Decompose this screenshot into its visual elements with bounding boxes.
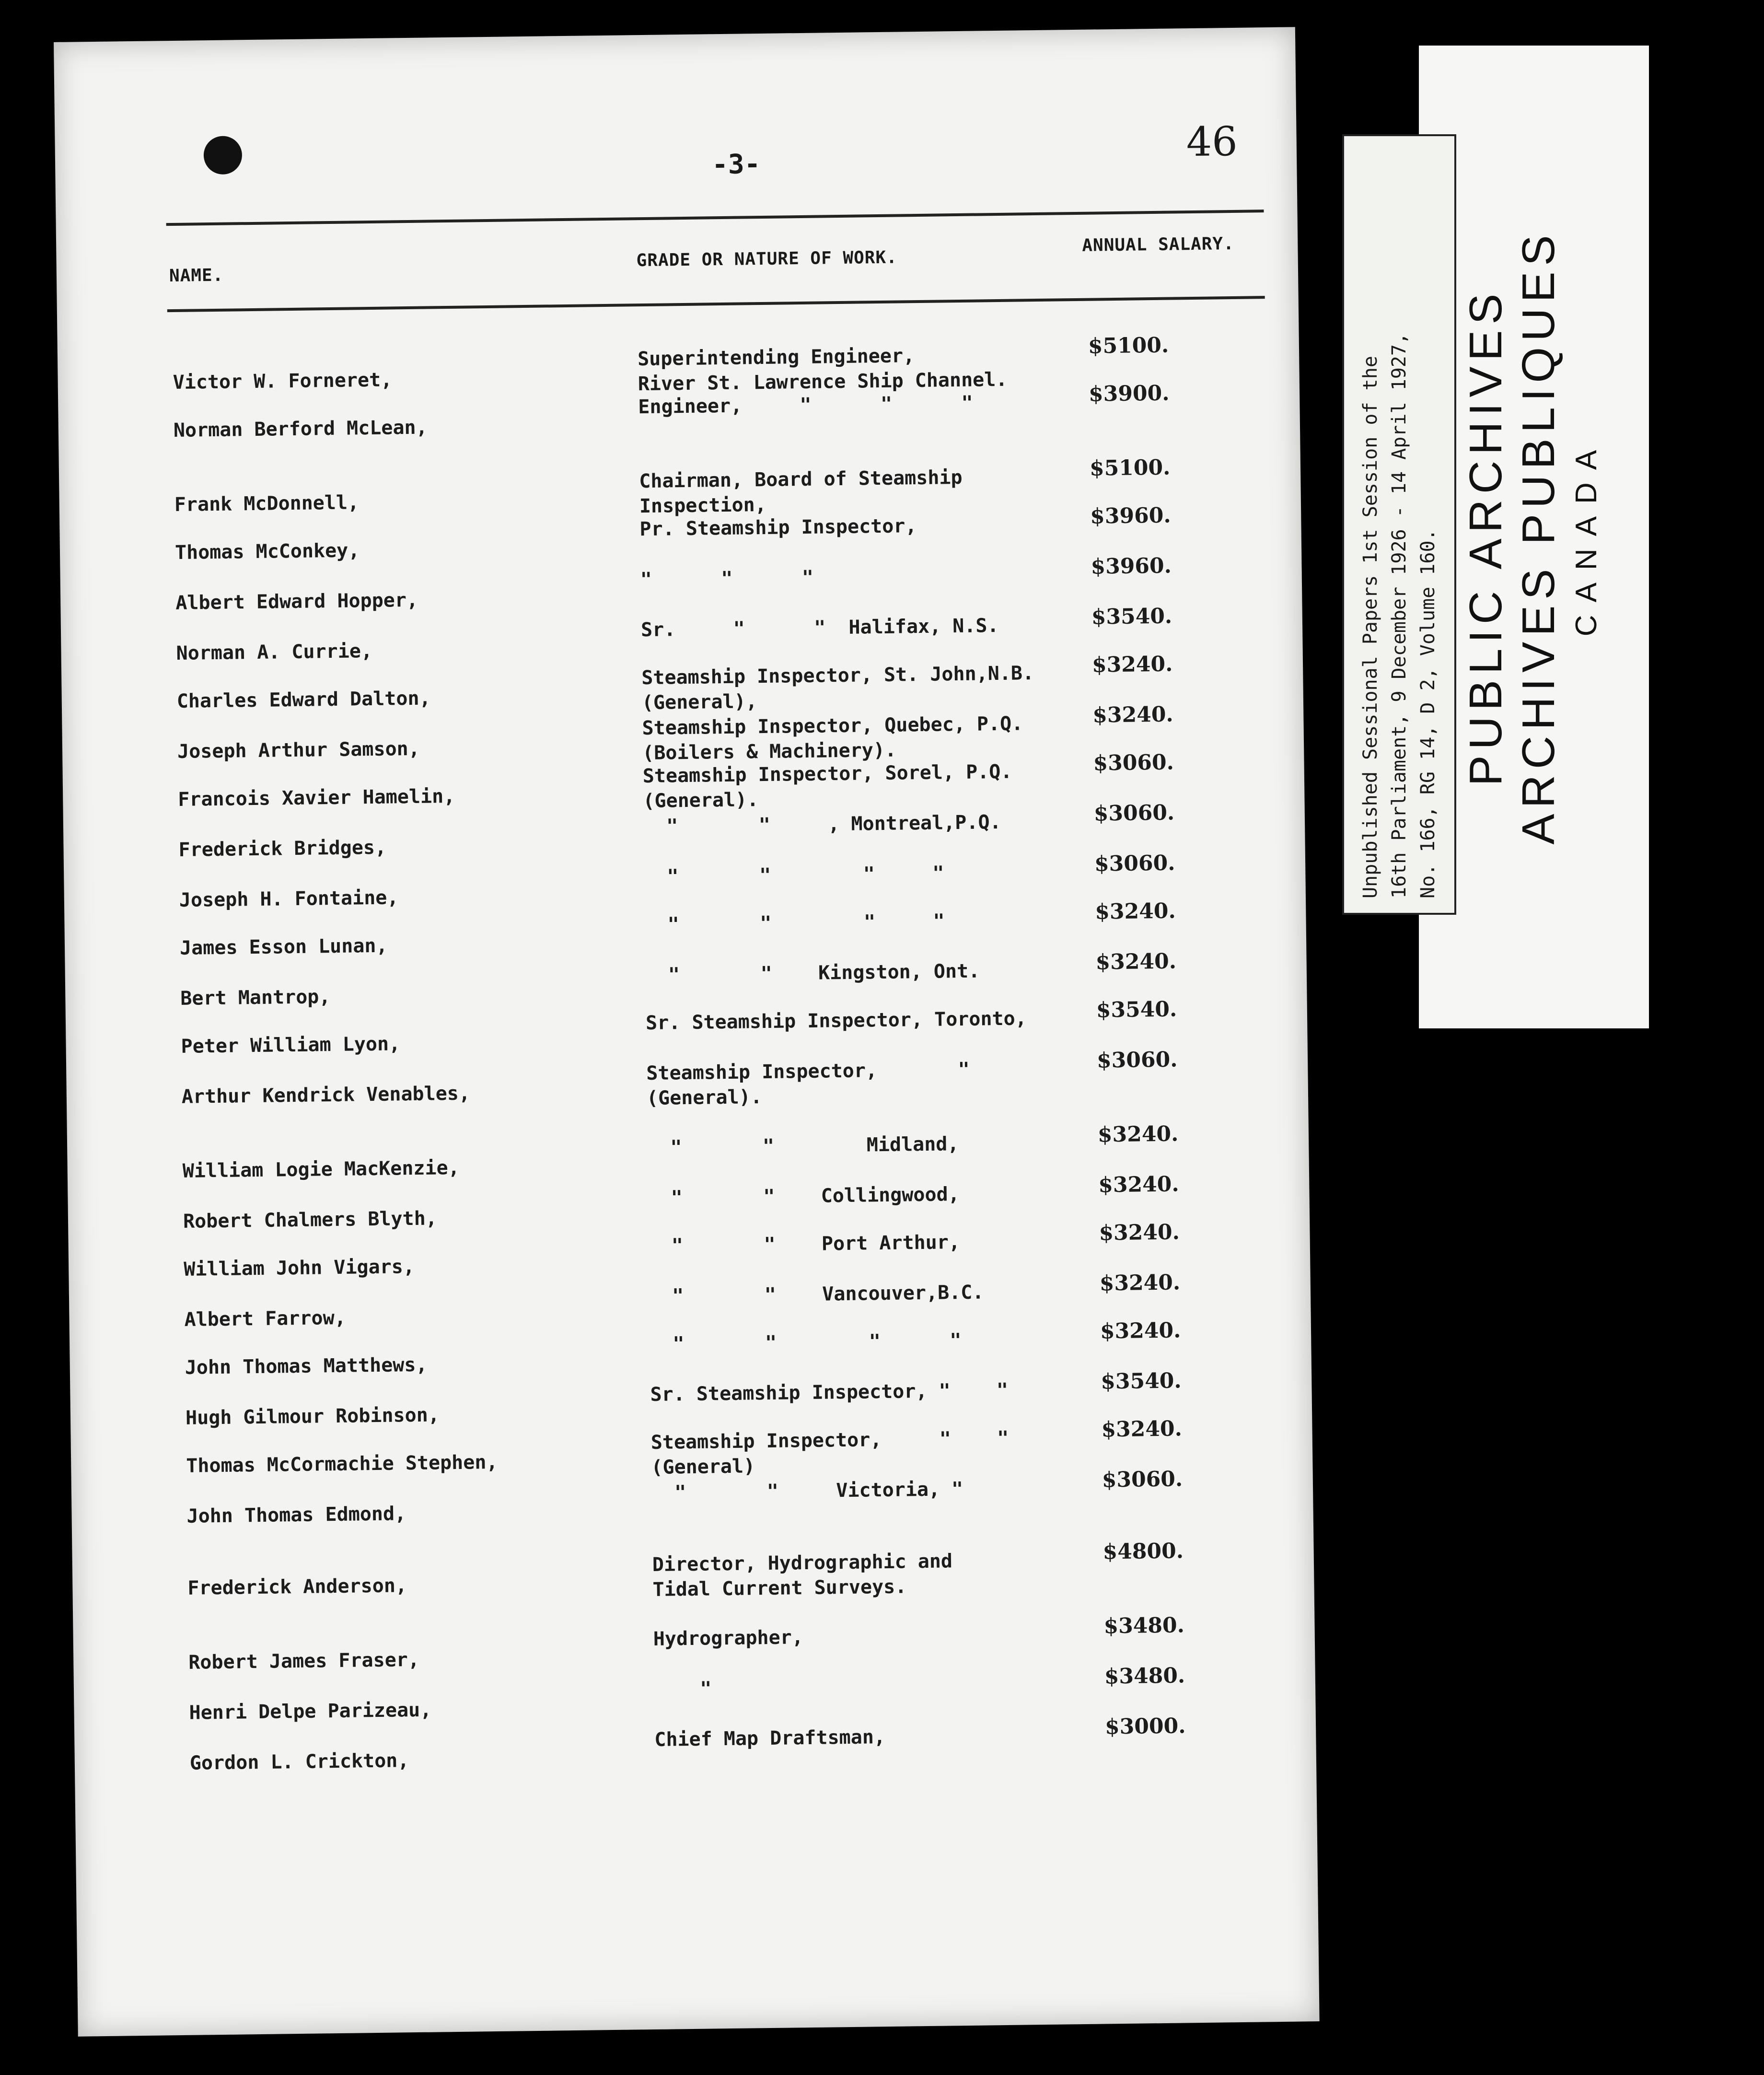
grade-line: Superintending Engineer, — [637, 345, 915, 371]
employee-name: James Esson Lunan, — [179, 934, 388, 959]
annual-salary: $3060. — [1094, 851, 1175, 876]
grade-line: (Boilers & Machinery). — [642, 739, 897, 765]
grade-line: " — [653, 1678, 712, 1701]
employee-name: Charles Edward Dalton, — [176, 687, 431, 712]
employee-name: Francois Xavier Hamelin, — [178, 785, 455, 811]
employee-name: Joseph H. Fontaine, — [179, 886, 399, 911]
grade-line: (General). — [643, 789, 759, 813]
employee-name: Norman Berford McLean, — [173, 416, 428, 442]
table-row — [73, 1613, 1315, 1674]
annual-salary: $3060. — [1102, 1467, 1183, 1492]
grade-line: (General) — [651, 1455, 755, 1479]
employee-name: John Thomas Matthews, — [185, 1353, 428, 1379]
table-row — [75, 1714, 1316, 1774]
employee-name: Gordon L. Crickton, — [189, 1749, 409, 1774]
employee-name: Albert Farrow, — [184, 1306, 346, 1331]
grade-line: " " , Montreal,P.Q. — [643, 811, 1001, 838]
annual-salary: $3540. — [1091, 604, 1172, 629]
grade-or-work — [646, 1005, 1078, 1036]
annual-salary: $3480. — [1103, 1613, 1185, 1639]
tag-line-3: No. 166, RG 14, D 2, Volume 160. — [1417, 529, 1439, 898]
annual-salary: $3240. — [1100, 1318, 1181, 1344]
grade-or-work — [641, 612, 1073, 642]
table-row — [74, 1663, 1315, 1724]
employee-name: William Logie MacKenzie, — [182, 1156, 460, 1182]
grade-line: " " Collingwood, — [648, 1183, 960, 1210]
grade-or-work — [654, 1722, 1086, 1752]
annual-salary: $3240. — [1101, 1416, 1183, 1442]
grade-or-work — [651, 1475, 1083, 1505]
employee-name: Arthur Kendrick Venables, — [181, 1082, 471, 1108]
stamp-line-3: CANADA — [1570, 437, 1603, 637]
annual-salary: $3240. — [1092, 702, 1174, 728]
annual-salary: $3540. — [1100, 1368, 1182, 1394]
grade-or-work — [638, 389, 1070, 420]
tag-line-1: Unpublished Sessional Papers 1st Session of the — [1359, 356, 1381, 898]
table-row — [72, 1539, 1314, 1601]
grade-line: Chairman, Board of Steamship — [639, 466, 963, 493]
grade-line: " " Vancouver,B.C. — [649, 1281, 984, 1308]
grade-or-work — [644, 907, 1076, 937]
table-row — [60, 553, 1302, 614]
annual-salary: $5100. — [1089, 455, 1171, 481]
employee-name: Frank McDonnell, — [174, 491, 360, 516]
employee-name: Joseph Arthur Samson, — [177, 737, 420, 763]
employee-name: Robert Chalmers Blyth, — [183, 1207, 438, 1233]
grade-or-work — [654, 1672, 1086, 1702]
grade-or-work — [650, 1377, 1082, 1407]
grade-or-work — [646, 1056, 1078, 1111]
annual-salary: $3000. — [1104, 1714, 1186, 1739]
annual-salary: $3540. — [1096, 997, 1177, 1023]
column-header-salary: ANNUAL SALARY. — [1082, 233, 1235, 256]
grade-line: (General). — [646, 1086, 763, 1110]
grade-line: " " Kingston, Ont. — [645, 960, 980, 987]
grade-or-work — [638, 341, 1069, 396]
annual-salary: $3240. — [1091, 652, 1173, 677]
table-row — [61, 604, 1302, 664]
annual-salary: $3240. — [1095, 898, 1176, 924]
grade-or-work — [640, 562, 1072, 592]
grade-or-work — [645, 957, 1077, 988]
employee-name: Frederick Anderson, — [187, 1574, 407, 1599]
grade-or-work — [642, 711, 1074, 766]
annual-salary: $3900. — [1088, 381, 1170, 407]
grade-or-work — [639, 464, 1071, 519]
grade-line: (General), — [641, 690, 758, 714]
grade-or-work — [643, 809, 1075, 839]
grade-line: " " Midland, — [647, 1133, 959, 1159]
archive-reference-tag — [1342, 134, 1456, 915]
employee-name: Peter William Lyon, — [181, 1033, 401, 1058]
employee-name: Frederick Bridges, — [178, 836, 387, 861]
employee-name: Victor W. Forneret, — [173, 369, 393, 394]
annual-salary: $5100. — [1088, 333, 1169, 359]
table-row — [68, 1172, 1310, 1233]
employee-name: William John Vigars, — [184, 1255, 415, 1281]
grade-line: Steamship Inspector, Quebec, P.Q. — [642, 712, 1023, 740]
grade-line: " " Victoria, " — [651, 1478, 963, 1504]
annual-salary: $3060. — [1093, 800, 1175, 826]
grade-or-work — [641, 660, 1073, 715]
grade-or-work — [644, 859, 1076, 889]
grade-or-work — [649, 1279, 1081, 1309]
grade-or-work — [648, 1180, 1079, 1211]
grade-or-work — [648, 1228, 1080, 1259]
grade-line: " " " " — [644, 910, 945, 936]
stamp-line-2: ARCHIVES PUBLIQUES — [1513, 229, 1564, 845]
annual-salary: $3960. — [1090, 503, 1171, 529]
grade-line: Pr. Steamship Inspector, — [639, 515, 917, 541]
grade-or-work — [642, 758, 1074, 814]
annual-salary: $3240. — [1097, 1121, 1179, 1147]
annual-salary: $3060. — [1093, 750, 1174, 776]
grade-line: Inspection, — [639, 493, 767, 518]
annual-salary: $4800. — [1102, 1539, 1184, 1564]
employee-name: Hugh Gilmour Robinson, — [185, 1404, 440, 1429]
grade-line: " " Port Arthur, — [648, 1231, 961, 1258]
grade-line: Steamship Inspector, " " — [650, 1427, 1009, 1454]
salary-table — [54, 27, 1320, 2036]
table-row — [68, 1121, 1309, 1182]
grade-or-work — [650, 1327, 1081, 1357]
column-header-grade: GRADE OR NATURE OF WORK. — [636, 247, 898, 271]
employee-name: Albert Edward Hopper, — [175, 589, 418, 614]
grade-or-work — [652, 1547, 1084, 1602]
grade-line: " " " " — [644, 862, 944, 888]
employee-name: Thomas McCormachie Stephen, — [186, 1451, 498, 1477]
annual-salary: $3240. — [1098, 1172, 1179, 1198]
grade-or-work — [653, 1621, 1085, 1652]
grade-or-work — [650, 1425, 1082, 1480]
employee-name: Henri Delpe Parizeau, — [189, 1699, 432, 1724]
grade-line: Steamship Inspector, Sorel, P.Q. — [642, 760, 1012, 788]
grade-line: Sr. " " Halifax, N.S. — [640, 615, 999, 641]
grade-line: Hydrographer, — [653, 1626, 804, 1650]
page-number: 46 — [1186, 117, 1238, 166]
column-header-name: NAME. — [169, 265, 224, 286]
annual-salary: $3480. — [1104, 1663, 1185, 1689]
annual-salary: $3960. — [1091, 553, 1172, 579]
tag-line-2: 16th Parliament, 9 December 1926 - 14 April 1927, — [1388, 332, 1410, 898]
annual-salary: $3240. — [1095, 949, 1177, 975]
employee-name: Robert James Fraser, — [188, 1648, 420, 1674]
employee-name: Thomas McConkey, — [174, 539, 360, 564]
employee-name: Norman A. Currie, — [176, 640, 373, 664]
stamp-line-1: PUBLIC ARCHIVES — [1460, 288, 1511, 786]
table-row — [69, 1270, 1311, 1331]
annual-salary: $3240. — [1099, 1220, 1180, 1246]
grade-line: Tidal Current Surveys. — [652, 1575, 907, 1601]
table-row — [67, 1047, 1308, 1110]
grade-line: " " " " — [649, 1329, 962, 1356]
grade-line: Steamship Inspector, " — [646, 1058, 970, 1085]
grade-line: Director, Hydrographic and — [652, 1550, 953, 1576]
grade-line: " " " — [640, 566, 814, 591]
document-page — [54, 27, 1320, 2036]
grade-line: Sr. Steamship Inspector, Toronto, — [645, 1007, 1027, 1035]
page-label: -3- — [711, 149, 761, 181]
annual-salary: $3060. — [1096, 1047, 1178, 1073]
grade-or-work — [647, 1130, 1079, 1160]
grade-line: Chief Map Draftsman, — [654, 1726, 886, 1751]
grade-line: Sr. Steamship Inspector, " " — [650, 1379, 1009, 1406]
employee-name: John Thomas Edmond, — [186, 1503, 406, 1527]
grade-line: Steamship Inspector, St. John,N.B. — [641, 662, 1034, 689]
annual-salary: $3240. — [1099, 1270, 1181, 1296]
grade-line: River St. Lawrence Ship Channel. — [638, 368, 1008, 396]
grade-or-work — [639, 512, 1071, 542]
grade-line: Engineer, " " " — [638, 392, 974, 419]
employee-name: Bert Mantrop, — [180, 986, 331, 1010]
